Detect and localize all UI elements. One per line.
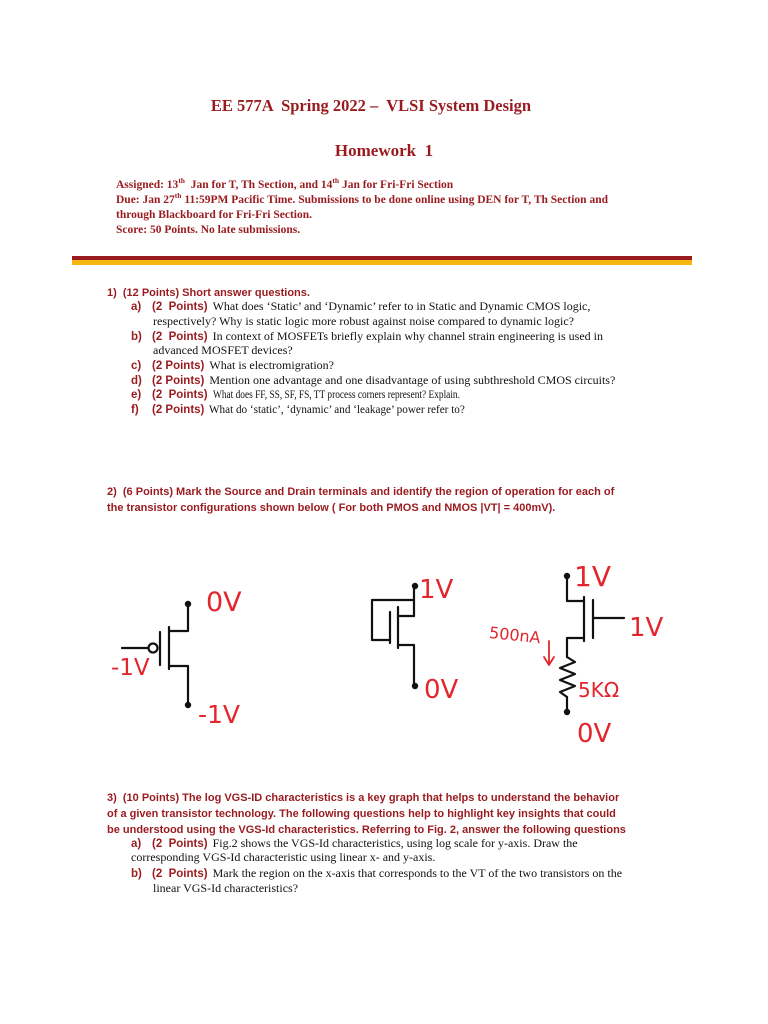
item-text: What is electromigration?	[209, 358, 335, 372]
item-text: Fig.2 shows the VGS-Id characteristics, using log scale for y-axis. Draw the	[212, 836, 578, 850]
question-1-heading: 1) (12 Points) Short answer questions.	[107, 287, 310, 299]
terminal-dot	[185, 601, 191, 607]
question-1f	[131, 402, 484, 418]
bottom-voltage-label: 0V	[577, 719, 612, 749]
item-label: b)	[131, 331, 142, 343]
course-title: EE 577A Spring 2022 – VLSI System Design	[210, 96, 532, 115]
resistor-label: 5KΩ	[578, 678, 620, 702]
question-3b	[131, 866, 622, 882]
score-line: Score: 50 Points. No late submissions.	[116, 224, 301, 236]
item-label: e)	[131, 389, 142, 401]
question-3-heading-continued: be understood using the VGS-Id characteristics. Referring to Fig. 2, answer the following questions	[107, 824, 626, 836]
figure-2-labels	[419, 575, 459, 705]
terminal-dot	[564, 573, 570, 579]
bottom-lead	[169, 666, 188, 705]
item-points: (2 Points)	[152, 404, 205, 416]
item-points: (2 Points)	[152, 389, 208, 401]
due-line	[116, 193, 608, 208]
item-points: (2 Points)	[152, 375, 205, 387]
assigned-line	[116, 178, 453, 193]
question-1b-continued: advanced MOSFET devices?	[153, 343, 293, 357]
item-text: Mark the region on the x-axis that corresponds to the VT of the two transistors on the	[212, 866, 623, 880]
current-label: 500nA	[488, 622, 542, 648]
item-label: f)	[131, 404, 139, 416]
current-arrow	[544, 641, 554, 665]
terminal-dot	[564, 709, 570, 715]
gate-voltage-label: -1V	[111, 655, 150, 681]
item-label: b)	[131, 868, 142, 880]
figure-2-circuit	[372, 583, 418, 689]
question-3-heading-continued: of a given transistor technology. The following questions help to highlight key insights that could	[107, 808, 616, 820]
item-points: (2 Points)	[152, 331, 208, 343]
bottom-voltage-label: 0V	[424, 675, 459, 705]
item-text: What does ‘Static’ and ‘Dynamic’ refer to in Static and Dynamic CMOS logic,	[212, 299, 591, 313]
ordinal-suffix: th	[178, 176, 185, 186]
resistor	[560, 657, 575, 697]
item-label: a)	[131, 301, 142, 313]
question-1e	[131, 387, 529, 403]
top-voltage-label: 1V	[574, 560, 611, 593]
homework-title: Homework 1	[334, 141, 434, 160]
due-line-continued: through Blackboard for Fri-Fri Section.	[116, 209, 313, 221]
item-points: (2 Points)	[152, 868, 208, 880]
ordinal-suffix: th	[332, 176, 340, 186]
header-divider	[72, 256, 692, 265]
top-voltage-label: 0V	[206, 587, 242, 618]
assigned-text: Assigned: 13	[116, 179, 179, 191]
ordinal-suffix: th	[174, 191, 182, 201]
item-points: (2 Points)	[152, 301, 208, 313]
item-points: (2 Points)	[152, 838, 208, 850]
question-3a-continued: corresponding VGS-Id characteristic using linear x- and y-axis.	[131, 850, 436, 864]
bottom-voltage-label: -1V	[198, 700, 241, 729]
question-2-heading-continued: the transistor configurations shown below ( For both PMOS and NMOS |VT| = 400mV).	[107, 502, 556, 514]
question-1a-continued: respectively? Why is static logic more robust against noise compared to dynamic logic?	[153, 314, 574, 328]
item-text: What do ‘static’, ‘dynamic’ and ‘leakage’ power refer to?	[209, 402, 466, 416]
due-text: Due: Jan 27	[116, 194, 175, 206]
gate-voltage-label: 1V	[629, 613, 664, 643]
bottom-lead	[398, 645, 414, 686]
item-text: In context of MOSFETs briefly explain why channel strain engineering is used in	[212, 329, 604, 343]
figure-3-labels	[488, 560, 663, 749]
lower-lead	[567, 638, 584, 657]
assigned-text: Jan for T, Th Section, and 14	[184, 179, 333, 191]
question-3b-continued: linear VGS-Id characteristics?	[153, 881, 299, 895]
question-1a	[131, 299, 590, 315]
item-points: (2 Points)	[152, 360, 205, 372]
transistor-figures	[0, 540, 768, 760]
item-label: d)	[131, 375, 142, 387]
item-text: What does FF, SS, SF, FS, TT process corners represent? Explain.	[212, 387, 460, 401]
terminal-dot	[412, 683, 418, 689]
top-voltage-label: 1V	[419, 575, 454, 605]
top-lead	[169, 604, 188, 631]
question-3-heading: 3) (10 Points) The log VGS-ID characteristics is a key graph that helps to understand the behavior	[107, 792, 620, 804]
item-label: c)	[131, 360, 142, 372]
gate-bubble	[149, 644, 158, 653]
gate-tie-wire	[372, 600, 414, 640]
item-label: a)	[131, 838, 142, 850]
item-text: Mention one advantage and one disadvantage of using subthreshold CMOS circuits?	[209, 373, 616, 387]
question-1c	[131, 358, 334, 374]
terminal-dot	[412, 583, 418, 589]
terminal-dot	[185, 702, 191, 708]
figure-1-labels	[111, 587, 242, 729]
question-2-heading: 2) (6 Points) Mark the Source and Drain terminals and identify the region of operation for each of	[107, 486, 615, 498]
assigned-text: Jan for Fri-Fri Section	[339, 179, 454, 191]
due-text: 11:59PM Pacific Time. Submissions to be done online using DEN for T, Th Section and	[181, 194, 608, 206]
